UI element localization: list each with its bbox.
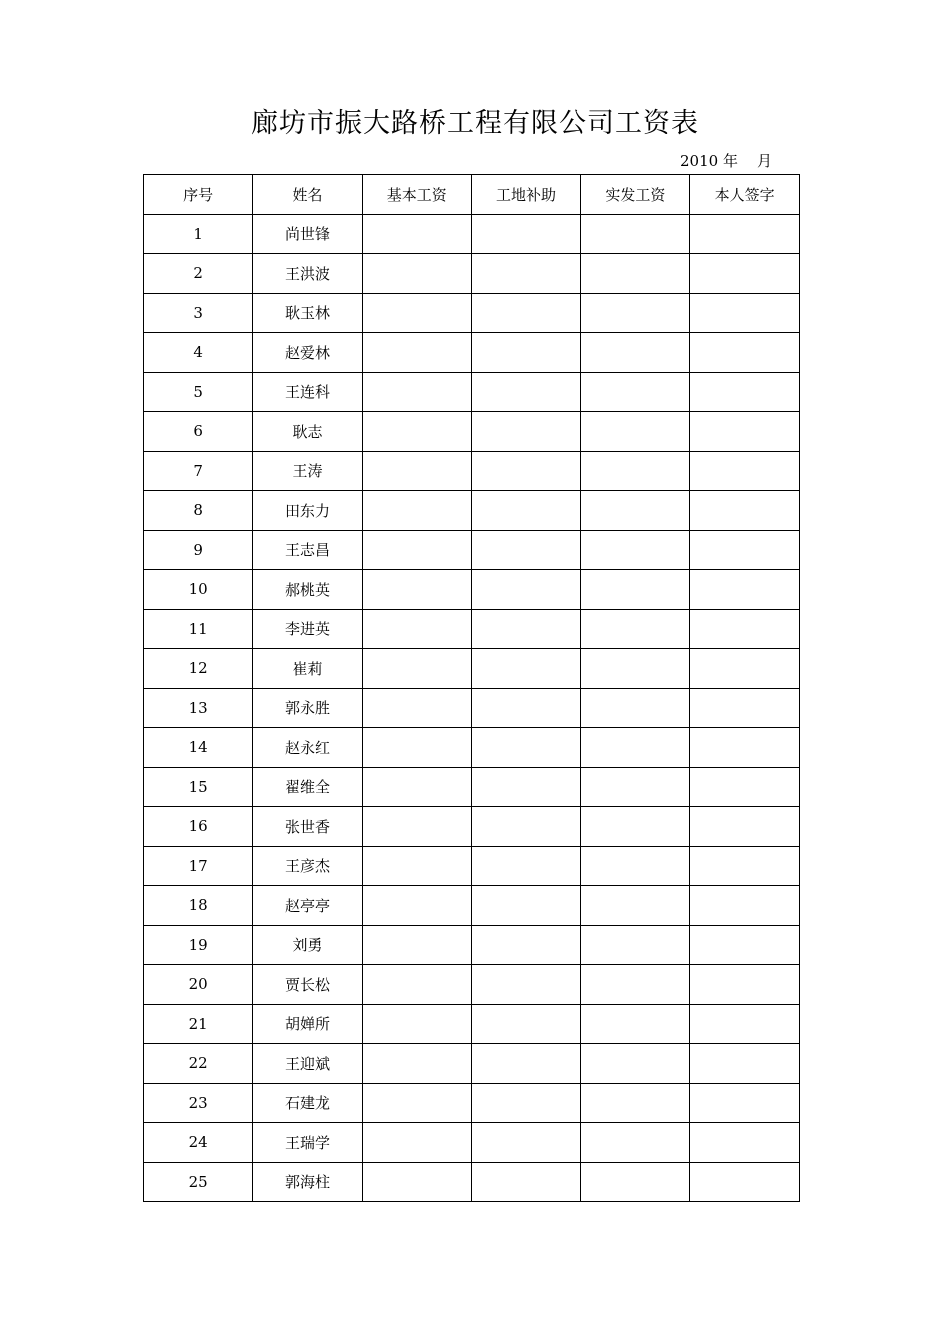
site-allowance-cell [471,530,580,570]
row-number-cell: 10 [144,570,253,610]
row-number-cell: 13 [144,688,253,728]
row-number-cell: 7 [144,451,253,491]
net-pay-cell [581,214,690,254]
base-salary-cell [362,886,471,926]
base-salary-cell [362,451,471,491]
row-number-cell: 14 [144,728,253,768]
table-row [144,1123,800,1163]
header-cell-no: 序号 [144,175,253,215]
net-pay-cell [581,1044,690,1084]
site-allowance-cell [471,609,580,649]
net-pay-cell [581,886,690,926]
signature-cell [690,609,799,649]
site-allowance-cell [471,412,580,452]
row-number-cell: 16 [144,807,253,847]
base-salary-cell [362,649,471,689]
signature-cell [690,1083,799,1123]
site-allowance-cell [471,965,580,1005]
site-allowance-cell [471,1083,580,1123]
signature-cell [690,530,799,570]
row-number-cell: 24 [144,1123,253,1163]
table-row [144,1162,800,1202]
table-row [144,372,800,412]
net-pay-cell [581,1083,690,1123]
employee-name-cell: 王连科 [253,372,362,412]
signature-cell [690,688,799,728]
base-salary-cell [362,1162,471,1202]
net-pay-cell [581,807,690,847]
base-salary-cell [362,1083,471,1123]
employee-name-cell: 张世香 [253,807,362,847]
net-pay-cell [581,1123,690,1163]
base-salary-cell [362,609,471,649]
net-pay-cell [581,333,690,373]
document-title: 廊坊市振大路桥工程有限公司工资表 [251,108,699,139]
table-row [144,570,800,610]
employee-name-cell: 王瑞学 [253,1123,362,1163]
base-salary-cell [362,767,471,807]
row-number-cell: 17 [144,846,253,886]
table-row [144,1044,800,1084]
table-row [144,491,800,531]
employee-name-cell: 王迎斌 [253,1044,362,1084]
signature-cell [690,728,799,768]
header-cell-signature: 本人签字 [690,175,799,215]
net-pay-cell [581,293,690,333]
table-row [144,609,800,649]
table-row [144,688,800,728]
employee-name-cell: 李进英 [253,609,362,649]
base-salary-cell [362,372,471,412]
base-salary-cell [362,254,471,294]
net-pay-cell [581,609,690,649]
base-salary-cell [362,846,471,886]
signature-cell [690,925,799,965]
table-row [144,530,800,570]
net-pay-cell [581,965,690,1005]
site-allowance-cell [471,728,580,768]
signature-cell [690,886,799,926]
header-cell-net-pay: 实发工资 [581,175,690,215]
base-salary-cell [362,728,471,768]
signature-cell [690,491,799,531]
site-allowance-cell [471,807,580,847]
base-salary-cell [362,688,471,728]
row-number-cell: 23 [144,1083,253,1123]
signature-cell [690,214,799,254]
table-row [144,846,800,886]
signature-cell [690,807,799,847]
base-salary-cell [362,807,471,847]
net-pay-cell [581,1004,690,1044]
base-salary-cell [362,965,471,1005]
row-number-cell: 3 [144,293,253,333]
site-allowance-cell [471,1162,580,1202]
table-row [144,214,800,254]
base-salary-cell [362,530,471,570]
row-number-cell: 9 [144,530,253,570]
table-row [144,293,800,333]
date-line: 2010 年 月 [680,152,773,170]
net-pay-cell [581,649,690,689]
site-allowance-cell [471,333,580,373]
row-number-cell: 8 [144,491,253,531]
table-body [144,214,800,1202]
net-pay-cell [581,728,690,768]
base-salary-cell [362,925,471,965]
table-row [144,1004,800,1044]
wage-table [143,174,800,1202]
employee-name-cell: 田东力 [253,491,362,531]
table-row [144,649,800,689]
employee-name-cell: 王洪波 [253,254,362,294]
net-pay-cell [581,1162,690,1202]
employee-name-cell: 郭永胜 [253,688,362,728]
signature-cell [690,965,799,1005]
row-number-cell: 5 [144,372,253,412]
net-pay-cell [581,925,690,965]
signature-cell [690,846,799,886]
employee-name-cell: 郝桃英 [253,570,362,610]
employee-name-cell: 贾长松 [253,965,362,1005]
net-pay-cell [581,530,690,570]
signature-cell [690,372,799,412]
employee-name-cell: 王志昌 [253,530,362,570]
site-allowance-cell [471,1044,580,1084]
table-row [144,886,800,926]
site-allowance-cell [471,886,580,926]
signature-cell [690,293,799,333]
base-salary-cell [362,293,471,333]
site-allowance-cell [471,649,580,689]
signature-cell [690,451,799,491]
row-number-cell: 15 [144,767,253,807]
row-number-cell: 25 [144,1162,253,1202]
signature-cell [690,649,799,689]
table-row [144,254,800,294]
signature-cell [690,333,799,373]
row-number-cell: 11 [144,609,253,649]
signature-cell [690,254,799,294]
site-allowance-cell [471,254,580,294]
net-pay-cell [581,412,690,452]
employee-name-cell: 尚世锋 [253,214,362,254]
row-number-cell: 18 [144,886,253,926]
row-number-cell: 21 [144,1004,253,1044]
employee-name-cell: 王彦杰 [253,846,362,886]
employee-name-cell: 崔莉 [253,649,362,689]
net-pay-cell [581,491,690,531]
net-pay-cell [581,254,690,294]
base-salary-cell [362,1004,471,1044]
net-pay-cell [581,570,690,610]
row-number-cell: 4 [144,333,253,373]
base-salary-cell [362,412,471,452]
employee-name-cell: 刘勇 [253,925,362,965]
employee-name-cell: 赵永红 [253,728,362,768]
site-allowance-cell [471,767,580,807]
table-header-row [144,175,800,215]
employee-name-cell: 赵爱林 [253,333,362,373]
row-number-cell: 22 [144,1044,253,1084]
table-row [144,728,800,768]
site-allowance-cell [471,1004,580,1044]
employee-name-cell: 郭海柱 [253,1162,362,1202]
row-number-cell: 1 [144,214,253,254]
site-allowance-cell [471,570,580,610]
employee-name-cell: 王涛 [253,451,362,491]
site-allowance-cell [471,846,580,886]
net-pay-cell [581,372,690,412]
signature-cell [690,1123,799,1163]
employee-name-cell: 赵亭亭 [253,886,362,926]
row-number-cell: 6 [144,412,253,452]
signature-cell [690,767,799,807]
header-cell-base-salary: 基本工资 [362,175,471,215]
site-allowance-cell [471,491,580,531]
header-cell-name: 姓名 [253,175,362,215]
signature-cell [690,1044,799,1084]
signature-cell [690,570,799,610]
employee-name-cell: 胡婵所 [253,1004,362,1044]
row-number-cell: 2 [144,254,253,294]
table-row [144,807,800,847]
employee-name-cell: 耿玉林 [253,293,362,333]
row-number-cell: 20 [144,965,253,1005]
employee-name-cell: 翟维全 [253,767,362,807]
site-allowance-cell [471,451,580,491]
base-salary-cell [362,1044,471,1084]
table-row [144,767,800,807]
base-salary-cell [362,491,471,531]
site-allowance-cell [471,1123,580,1163]
employee-name-cell: 石建龙 [253,1083,362,1123]
table-row [144,965,800,1005]
site-allowance-cell [471,925,580,965]
header-cell-site-allowance: 工地补助 [471,175,580,215]
row-number-cell: 12 [144,649,253,689]
net-pay-cell [581,688,690,728]
row-number-cell: 19 [144,925,253,965]
net-pay-cell [581,846,690,886]
table-row [144,1083,800,1123]
table-row [144,925,800,965]
base-salary-cell [362,333,471,373]
base-salary-cell [362,570,471,610]
table-row [144,333,800,373]
table-row [144,451,800,491]
base-salary-cell [362,1123,471,1163]
employee-name-cell: 耿志 [253,412,362,452]
signature-cell [690,1004,799,1044]
signature-cell [690,412,799,452]
site-allowance-cell [471,372,580,412]
net-pay-cell [581,451,690,491]
net-pay-cell [581,767,690,807]
table-row [144,412,800,452]
site-allowance-cell [471,214,580,254]
base-salary-cell [362,214,471,254]
site-allowance-cell [471,688,580,728]
signature-cell [690,1162,799,1202]
site-allowance-cell [471,293,580,333]
